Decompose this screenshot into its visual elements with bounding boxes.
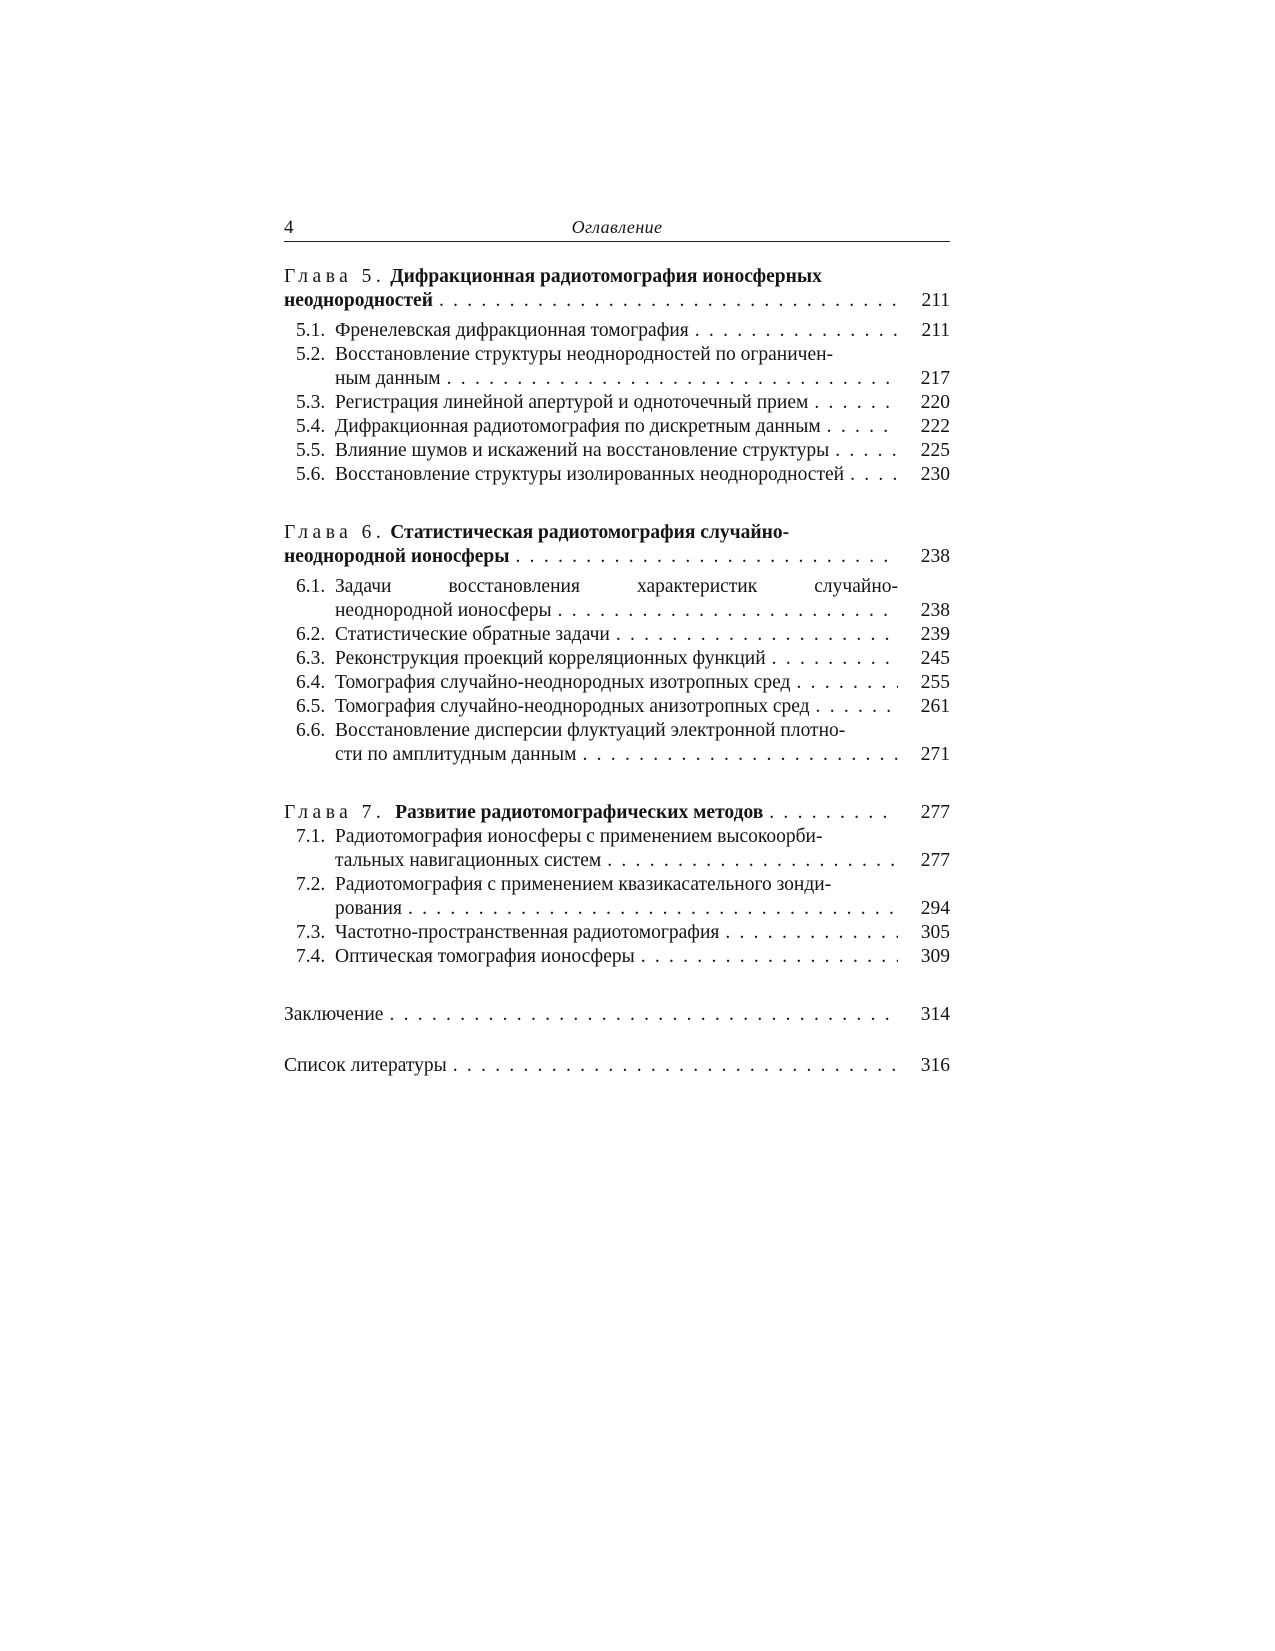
toc-section[interactable] bbox=[284, 719, 950, 767]
section-page: 261 bbox=[920, 696, 950, 717]
leader-dots bbox=[408, 897, 898, 921]
toc-section[interactable] bbox=[284, 575, 950, 623]
chapter-title-line1: Дифракционная радиотомография ионосферных bbox=[390, 266, 822, 287]
section-number: 5.4. bbox=[296, 416, 326, 437]
section-title: Частотно-пространственная радиотомография bbox=[335, 922, 720, 943]
chapter-page: 211 bbox=[921, 290, 950, 311]
chapter-label: Глава 6. bbox=[284, 522, 386, 543]
section-page: 305 bbox=[920, 922, 950, 943]
section-title-line2: сти по амплитудным данным bbox=[335, 744, 577, 765]
chapter-7 bbox=[284, 801, 950, 969]
leader-dots bbox=[583, 743, 899, 767]
toc-section[interactable] bbox=[284, 463, 950, 487]
leader-dots bbox=[816, 695, 898, 719]
running-header bbox=[284, 214, 950, 242]
section-title-line1: Радиотомография с применением квазикасательного зонди- bbox=[335, 874, 832, 895]
chapter-5 bbox=[284, 265, 950, 487]
header-title: Оглавление bbox=[571, 217, 663, 237]
section-title-line1: Задачи восстановления характеристик случайно- bbox=[335, 576, 898, 597]
section-title-line2: ным данным bbox=[335, 368, 441, 389]
section-number: 7.2. bbox=[296, 874, 326, 895]
conclusion-title: Заключение bbox=[284, 1004, 384, 1025]
chapter-title-line1: Статистическая радиотомография случайно- bbox=[390, 522, 790, 543]
chapter-title: Развитие радиотомографических методов bbox=[395, 802, 764, 823]
section-number: 5.3. bbox=[296, 392, 326, 413]
references-title: Список литературы bbox=[284, 1055, 447, 1076]
section-page: 238 bbox=[920, 600, 950, 621]
toc-section[interactable] bbox=[284, 391, 950, 415]
section-number: 6.1. bbox=[296, 576, 326, 597]
leader-dots bbox=[814, 391, 898, 415]
section-number: 5.6. bbox=[296, 464, 326, 485]
section-number: 5.2. bbox=[296, 344, 326, 365]
section-number: 6.4. bbox=[296, 672, 326, 693]
section-page: 230 bbox=[920, 464, 950, 485]
section-page: 220 bbox=[920, 392, 950, 413]
leader-dots bbox=[725, 921, 898, 945]
leader-dots bbox=[516, 545, 898, 569]
section-number: 5.5. bbox=[296, 440, 326, 461]
leader-dots bbox=[835, 439, 898, 463]
toc-conclusion[interactable] bbox=[284, 1003, 950, 1027]
section-title-line1: Радиотомография ионосферы с применением высокоорби- bbox=[335, 826, 823, 847]
toc-references[interactable] bbox=[284, 1054, 950, 1078]
conclusion-page: 314 bbox=[920, 1004, 950, 1025]
section-number: 7.4. bbox=[296, 946, 326, 967]
toc-section[interactable] bbox=[284, 695, 950, 719]
section-page: 294 bbox=[920, 898, 950, 919]
section-page: 309 bbox=[920, 946, 950, 967]
chapter-page: 238 bbox=[920, 546, 950, 567]
toc-section[interactable] bbox=[284, 671, 950, 695]
section-page: 225 bbox=[920, 440, 950, 461]
leader-dots bbox=[796, 671, 898, 695]
section-title: Френелевская дифракционная томография bbox=[335, 320, 689, 341]
leader-dots bbox=[558, 599, 898, 623]
section-page: 255 bbox=[920, 672, 950, 693]
section-number: 6.6. bbox=[296, 720, 326, 741]
table-of-contents bbox=[284, 265, 950, 1078]
leader-dots bbox=[827, 415, 898, 439]
leader-dots bbox=[772, 647, 898, 671]
references-page: 316 bbox=[920, 1055, 950, 1076]
section-number: 5.1. bbox=[296, 320, 326, 341]
leader-dots bbox=[641, 945, 898, 969]
toc-section[interactable] bbox=[284, 647, 950, 671]
section-title: Влияние шумов и искажений на восстановление структуры bbox=[335, 440, 830, 461]
section-title: Реконструкция проекций корреляционных функций bbox=[335, 648, 766, 669]
section-number: 6.3. bbox=[296, 648, 326, 669]
leader-dots bbox=[616, 623, 898, 647]
toc-section[interactable] bbox=[284, 921, 950, 945]
section-page: 271 bbox=[920, 744, 950, 765]
section-title: Восстановление структуры изолированных неоднородностей bbox=[335, 464, 845, 485]
section-title: Томография случайно-неоднородных изотропных сред bbox=[335, 672, 791, 693]
section-page: 245 bbox=[920, 648, 950, 669]
toc-section[interactable] bbox=[284, 825, 950, 873]
toc-section[interactable] bbox=[284, 873, 950, 921]
chapter-page: 277 bbox=[920, 802, 950, 823]
section-number: 7.3. bbox=[296, 922, 326, 943]
section-title-line1: Восстановление структуры неоднородностей по ограничен- bbox=[335, 344, 834, 365]
chapter-6 bbox=[284, 521, 950, 767]
chapter-title-line2: неоднородностей bbox=[284, 290, 433, 311]
chapter-heading[interactable] bbox=[284, 265, 950, 313]
section-title: Регистрация линейной апертурой и одноточечный прием bbox=[335, 392, 809, 413]
chapter-heading[interactable] bbox=[284, 801, 950, 825]
section-title-line1: Восстановление дисперсии флуктуаций электронной плотно- bbox=[335, 720, 846, 741]
chapter-label: Глава 5. bbox=[284, 266, 386, 287]
section-number: 6.2. bbox=[296, 624, 326, 645]
toc-section[interactable] bbox=[284, 343, 950, 391]
toc-section[interactable] bbox=[284, 945, 950, 969]
chapter-heading[interactable] bbox=[284, 521, 950, 569]
chapter-label: Глава 7. bbox=[284, 802, 386, 823]
section-page: 239 bbox=[920, 624, 950, 645]
leader-dots bbox=[607, 849, 898, 873]
section-title: Дифракционная радиотомография по дискретным данным bbox=[335, 416, 821, 437]
toc-section[interactable] bbox=[284, 319, 950, 343]
section-title: Томография случайно-неоднородных анизотропных сред bbox=[335, 696, 810, 717]
section-number: 7.1. bbox=[296, 826, 326, 847]
leader-dots bbox=[453, 1054, 898, 1078]
section-title: Оптическая томография ионосферы bbox=[335, 946, 635, 967]
section-page: 217 bbox=[920, 368, 950, 389]
section-page: 277 bbox=[920, 850, 950, 871]
section-number: 6.5. bbox=[296, 696, 326, 717]
section-title-line2: неоднородной ионосферы bbox=[335, 600, 552, 621]
leader-dots bbox=[447, 367, 898, 391]
leader-dots bbox=[439, 289, 898, 313]
leader-dots bbox=[389, 1003, 898, 1027]
section-page: 222 bbox=[920, 416, 950, 437]
leader-dots bbox=[769, 801, 898, 825]
section-title-line2: тальных навигационных систем bbox=[335, 850, 602, 871]
leader-dots bbox=[695, 319, 898, 343]
toc-section[interactable] bbox=[284, 439, 950, 463]
toc-section[interactable] bbox=[284, 415, 950, 439]
leader-dots bbox=[850, 463, 898, 487]
section-page: 211 bbox=[921, 320, 950, 341]
chapter-title-line2: неоднородной ионосферы bbox=[284, 546, 510, 567]
toc-section[interactable] bbox=[284, 623, 950, 647]
section-title: Статистические обратные задачи bbox=[335, 624, 610, 645]
section-title-line2: рования bbox=[335, 898, 402, 919]
toc-page bbox=[284, 214, 950, 1078]
page-number: 4 bbox=[284, 217, 294, 238]
